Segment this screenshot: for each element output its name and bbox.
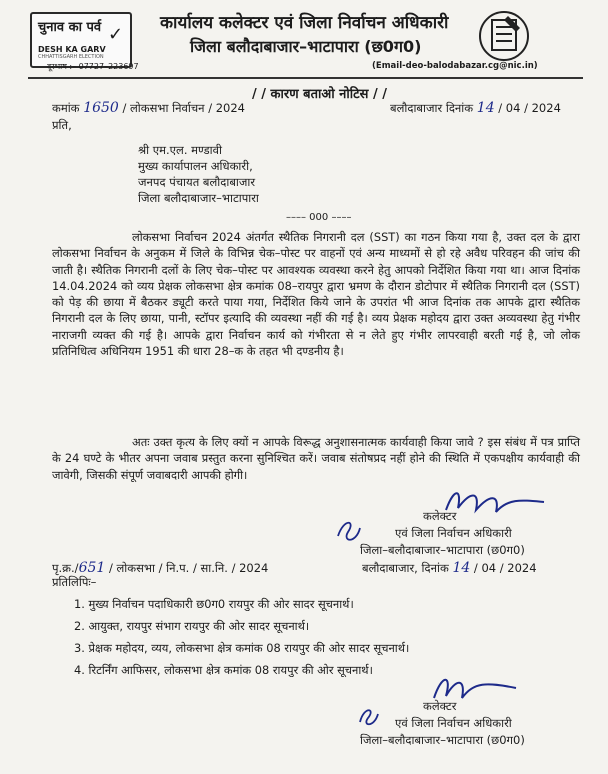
notice-paragraph-1: लोकसभा निर्वाचन 2024 अंतर्गत स्थैतिक निगरानी दल (SST) का गठन किया गया है, उक्त दल के द्वारा लोकसभा निर्वाचन के अनुकम में जिले के विभिन्न चेक–पोस्ट पर वाहनों एवं अन्य माध्यमों से हो रहे अवैध परिवहन की जांच की जाती है। स्थैतिक निगरानी दलों के लिए चेक–पोस्ट पर आवश्यक व्यवस्था करने हेतु आपको निर्देशित किया गया था। आज दिनांक 14.04.2024 को व्यय प्रेक्षक लोकसभा क्षेत्र कमांक 08–रायपुर द्वारा भ्रमण के दौरान डोटोपार में स्थैतिक निगरानी दल (SST) को पेड़ की छाया में बैठकर ड्यूटी करते पाया गया, निर्देशित किये जाने के उपरांत भी आज दिनांक तक आपके द्वारा स्थैतिक निगरानी दल के लिए छाया, पानी, स्टॉपर इत्यादि की व्यवस्था नहीं की गई है। व्यय प्रेक्षक महोदय द्वारा उक्त अव्यवस्था हेतु गंभीर नाराजगी व्यक्त की गई है। आपके द्वारा निर्वाचन कार्य को गंभीरता से न लेते हुए गंभीर लापरवाही बरती गई है, जो लोक प्रतिनिधित्व अधिनियम 1951 की धारा 28–क के तहत भी दण्डनीय है। [52, 230, 580, 359]
date-suffix: / 04 / 2024 [498, 101, 561, 115]
email-address: (Email-deo-balodabazar.cg@nic.in) [372, 61, 538, 71]
copy-recipient-list [74, 593, 409, 681]
office-title: कार्यालय कलेक्टर एवं जिला निर्वाचन अधिकारी [160, 13, 449, 33]
copy-reference-suffix: / लोकसभा / नि.प. / सा.नि. / 2024 [108, 561, 269, 575]
tick-icon: ✓ [108, 24, 124, 45]
copy-date-suffix: / 04 / 2024 [473, 561, 537, 575]
list-item: 1. मुख्य निर्वाचन पदाधिकारी छ0ग0 रायपुर की ओर सादर सूचनार्थ। [74, 597, 354, 611]
reference-line [52, 100, 245, 116]
designation: कलेक्टर [423, 699, 457, 713]
addressee-block [138, 142, 259, 206]
copy-date [362, 560, 537, 576]
list-item: 2. आयुक्त, रायपुर संभाग रायपुर की ओर सादर सूचनार्थ। [74, 619, 310, 633]
list-item: 3. प्रेक्षक महोदय, व्यय, लोकसभा क्षेत्र कमांक 08 रायपुर की ओर सादर सूचनार्थ। [74, 641, 410, 655]
copy-label: प्रतिलिपिः– [52, 575, 97, 589]
copy-date-prefix: बलौदाबाजार, दिनांक [362, 561, 449, 575]
designation: कलेक्टर [423, 509, 457, 523]
addressee-line: जिला बलौदाबाजार–भाटापारा [138, 191, 259, 205]
designation: जिला–बलौदाबाजार–भाटापारा (छ0ग0) [360, 733, 525, 747]
reference-prefix: कमांक [52, 101, 80, 115]
addressee-line: मुख्य कार्यापालन अधिकारी, [138, 159, 253, 173]
date-day: 14 [476, 100, 495, 116]
logo-tagline: CHHATTISGARH ELECTION [38, 54, 104, 60]
date-prefix: बलौदाबाजार दिनांक [390, 101, 474, 115]
designation: एवं जिला निर्वाचन अधिकारी [395, 526, 512, 540]
copy-reference-number: 651 [78, 560, 106, 576]
designation: एवं जिला निर्वाचन अधिकारी [395, 716, 512, 730]
election-logo [30, 12, 132, 68]
copy-date-day: 14 [452, 560, 471, 576]
reference-suffix: / लोकसभा निर्वाचन / 2024 [122, 101, 245, 115]
signature-block-1 [360, 508, 525, 559]
reference-number: 1650 [83, 100, 119, 116]
to-label: प्रति, [52, 118, 72, 132]
notice-title: / / कारण बताओ नोटिस / / [252, 87, 388, 102]
phone-number: दूरभाष :– 07727–223697 [47, 62, 139, 71]
copy-reference-line [52, 560, 268, 576]
signature-block-2 [360, 698, 525, 749]
notice-date [390, 100, 561, 116]
copy-reference-prefix: पृ.क्र./ [52, 561, 79, 575]
section-separator: –––– 000 –––– [286, 212, 352, 223]
logo-sub-text: DESH KA GARV [38, 45, 106, 54]
district-title: जिला बलौदाबाजार–भाटापारा (छ0ग0) [190, 37, 422, 56]
logo-main-text: चुनाव का पर्व [38, 20, 102, 35]
addressee-line: श्री एम.एल. मण्डावी [138, 143, 222, 157]
list-item: 4. रिटर्निंग आफिसर, लोकसभा क्षेत्र कमांक 08 रायपुर की ओर सूचनार्थ। [74, 663, 373, 677]
header-divider [28, 77, 583, 79]
addressee-line: जनपद पंचायत बलौदाबाजार [138, 175, 256, 189]
initials-mark [356, 702, 382, 732]
designation: जिला–बलौदाबाजार–भाटापारा (छ0ग0) [360, 543, 525, 557]
evm-emblem-icon [478, 10, 530, 62]
notice-paragraph-2: अतः उक्त कृत्य के लिए क्यों न आपके विरूद्ध अनुशासनात्मक कार्यवाही किया जावे ? इस संबंध में पत्र प्राप्ति के 24 घण्टे के भीतर अपना जवाब प्रस्तुत करना सुनिश्चित करें। जवाब संतोषप्रद नहीं होने की स्थिति में एकपक्षीय कार्यवाही की जावेगी, जिसकी संपूर्ण जवाबदारी आपकी होगी। [52, 435, 580, 482]
